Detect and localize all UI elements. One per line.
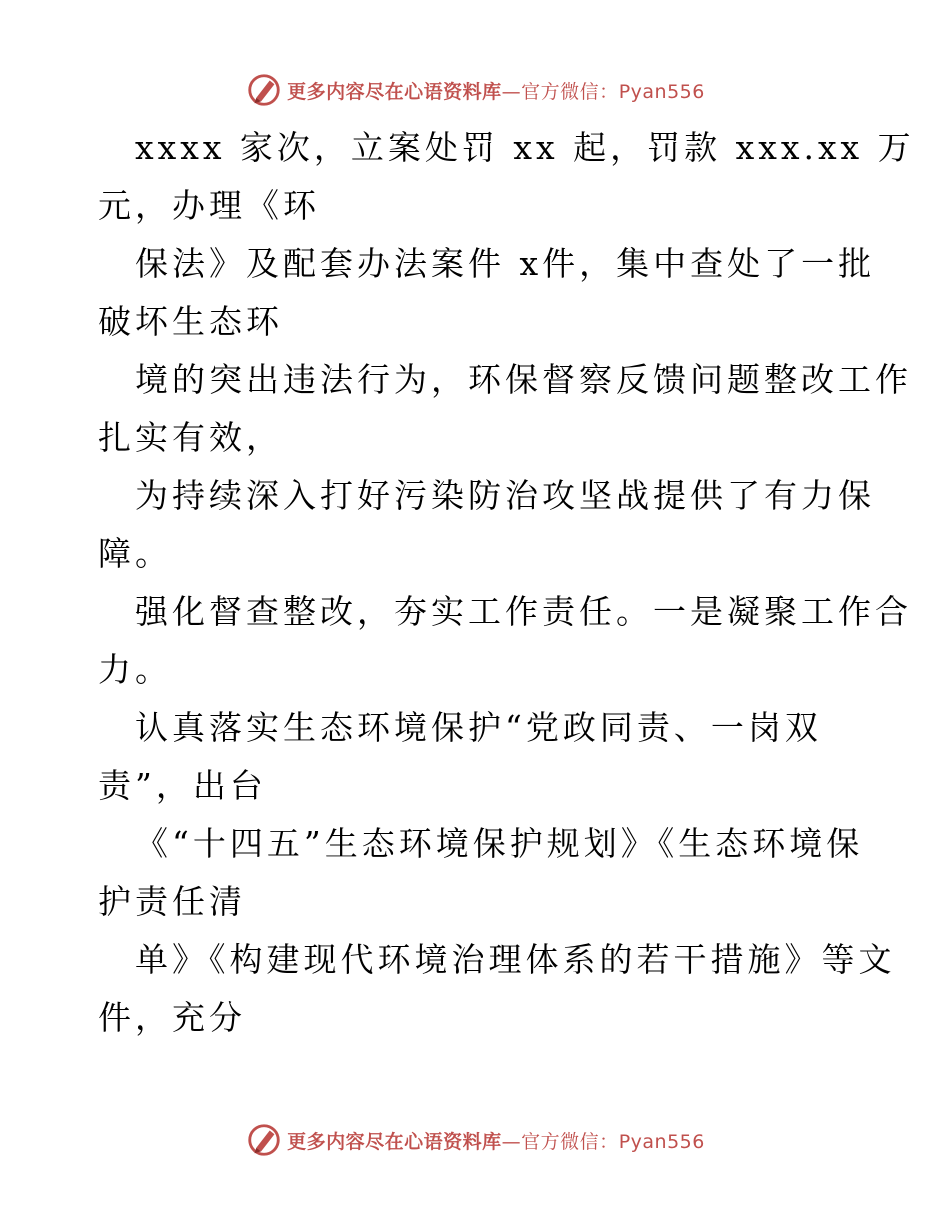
text-line-13: 《“十四五”生态环境保护规划》《生态环境保 — [135, 824, 864, 863]
text-line-15: 单》《构建现代环境治理体系的若干措施》等文 — [135, 940, 896, 979]
footer-watermark — [0, 1120, 950, 1160]
text-line-11: 认真落实生态环境保护“党政同责、一岗双 — [135, 708, 822, 747]
text-line-2: 元，办理《环 — [98, 186, 320, 225]
pen-logo-icon — [245, 1121, 283, 1159]
watermark-wechat-label: 官方微信： — [521, 1130, 619, 1153]
text-line-4: 破坏生态环 — [98, 302, 283, 341]
text-line-6: 扎实有效， — [98, 418, 283, 457]
text-line-5: 境的突出违法行为，环保督察反馈问题整改工作 — [135, 360, 912, 399]
watermark-dash: — — [501, 1130, 522, 1153]
watermark-wechat-id: Pyan556 — [618, 80, 705, 103]
text-line-14: 护责任清 — [98, 882, 246, 921]
watermark-site-name: 更多内容尽在心语资料库 — [287, 80, 502, 103]
watermark-wechat-label: 官方微信： — [521, 80, 619, 103]
text-line-9: 强化督查整改，夯实工作责任。一是凝聚工作合 — [135, 592, 912, 631]
text-line-10: 力。 — [98, 650, 172, 689]
text-line-3: 保法》及配套办法案件 x件，集中查处了一批 — [135, 244, 876, 283]
watermark-wechat-id: Pyan556 — [618, 1130, 705, 1153]
watermark-dash: — — [501, 80, 522, 103]
watermark-site-name: 更多内容尽在心语资料库 — [287, 1130, 502, 1153]
text-line-16: 件，充分 — [98, 998, 246, 1037]
text-line-12: 责”，出台 — [98, 766, 267, 805]
footer-watermark-text — [287, 1127, 705, 1154]
text-line-1: xxxx 家次，立案处罚 xx 起，罚款 xxx.xx 万 — [135, 128, 915, 167]
text-line-8: 障。 — [98, 534, 172, 573]
text-line-7: 为持续深入打好污染防治攻坚战提供了有力保 — [135, 476, 875, 515]
